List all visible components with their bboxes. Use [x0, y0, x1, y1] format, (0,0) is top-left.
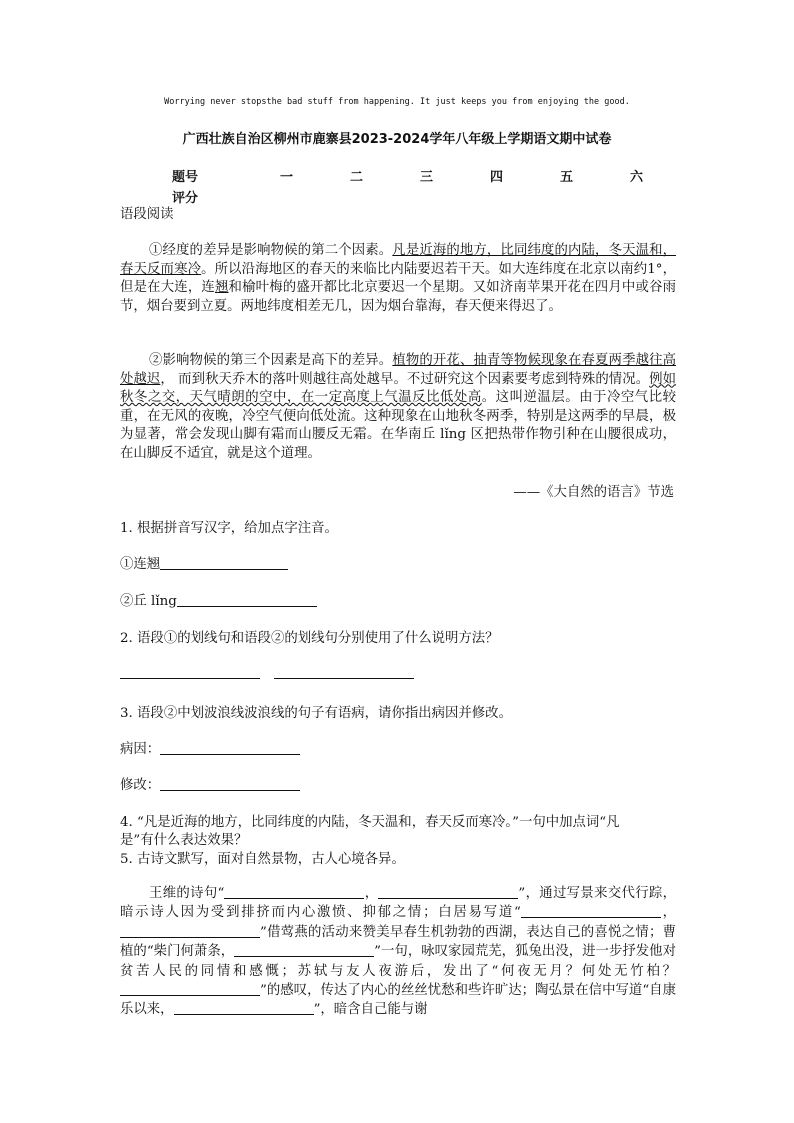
- para1-text-3: 和榆叶梅的盛开都比北京要迟一个星期。又如济南苹果开花在四月中或谷雨节，烟台要到立夏。两地纬度相差无几，因为烟台靠海，春天便来得迟了。: [120, 280, 677, 314]
- q5-blank-7[interactable]: [174, 1000, 314, 1015]
- para2-text-3: 。这叫逆温层。由于冷空气比较重，在无风的夜晚，冷空气便向低处流。这种现象在山地秋冬两季，特别是这两季的早晨，极为显著，常会发现山脚有霜而山腰反无霜。在华南丘 lǐng 区把热带作物引种在山腰很成功，在山脚反不适宜，就是这个道理。: [120, 390, 677, 461]
- score-table-col-1: 一: [280, 170, 294, 185]
- q5-text-4: ，: [660, 905, 677, 921]
- passage-paragraph-2: [120, 352, 676, 464]
- q3b-label: 修改：: [120, 778, 161, 793]
- q5-text-8: ”，暗含自己能与谢: [313, 1002, 428, 1018]
- q5-blank-2[interactable]: [378, 884, 518, 899]
- score-table-label-number: 题号: [172, 170, 199, 185]
- passage-source: ——《大自然的语言》节选: [513, 485, 674, 500]
- score-table-col-6: 六: [630, 170, 644, 185]
- q3a-blank[interactable]: [160, 740, 300, 755]
- page-title: 广西壮族自治区柳州市鹿寨县2023-2024学年八年级上学期语文期中试卷: [182, 132, 612, 147]
- q5-blank-5[interactable]: [234, 942, 374, 957]
- para2-text-1: ②影响物候的第三个因素是高下的差异。: [149, 353, 393, 368]
- question-5: 5. 古诗文默写，面对自然景物，古人心境各异。: [120, 852, 405, 867]
- q5-text-1: 王维的诗句“: [149, 886, 225, 901]
- para1-text-1: ①经度的差异是影响物候的第二个因素。: [149, 243, 393, 258]
- question-4-line-1: 4. “凡是近海的地方，比同纬度的内陆，冬天温和，春天反而寒冷。”一句中加点词“凡: [120, 815, 620, 830]
- score-table-col-5: 五: [560, 170, 574, 185]
- passage-paragraph-1: [120, 242, 676, 316]
- q5-text-5: ”借莺燕的活动来赞美早春生机勃勃的西湖，表达自己的喜悦之情；曹植的“柴门何萧条，: [120, 924, 676, 960]
- q5-blank-3[interactable]: [521, 903, 661, 918]
- q3b-blank[interactable]: [160, 776, 300, 791]
- para1-text-2: 。所以沿海地区的春天的来临比内陆要迟若干天。如大连纬度在北京以南约1°，但是在大连，连: [120, 261, 677, 296]
- question-5-passage: [120, 884, 676, 1020]
- score-table-col-3: 三: [420, 170, 434, 185]
- question-4-line-2: 是”有什么表达效果？: [120, 833, 248, 848]
- q1b-label: ②丘 lǐng: [120, 594, 177, 609]
- motto-text: Worrying never stopsthe bad stuff from happening. It just keeps you from enjoying the good.: [164, 97, 630, 107]
- question-1-item-b: [120, 590, 317, 609]
- question-2: 2. 语段①的划线句和语段②的划线句分别使用了什么说明方法？: [120, 631, 499, 646]
- question-3-item-b: [120, 774, 300, 793]
- question-1: 1. 根据拼音写汉字，给加点字注音。: [120, 521, 338, 536]
- score-table-label-score: 评分: [172, 191, 199, 206]
- score-table-col-4: 四: [490, 170, 504, 185]
- para2-text-2: ， 而到秋天乔木的落叶则越往高处越早。不过研究这个因素要考虑到特殊的情况。: [160, 371, 650, 387]
- q5-text-2: ，: [364, 886, 379, 901]
- question-3: 3. 语段②中划波浪线波浪线的句子有语病，请你指出病因并修改。: [120, 706, 512, 721]
- q5-text-6: ”一句，咏叹家园荒芜，狐兔出没，进一步抒发他对贫苦人民的同情和感慨；苏轼与友人夜游后，发出了“何夜无月？何处无竹柏？: [120, 944, 676, 979]
- q1b-blank[interactable]: [177, 592, 317, 607]
- section-heading: 语段阅读: [120, 207, 174, 222]
- question-1-item-a: [120, 553, 288, 572]
- score-table-col-2: 二: [350, 170, 364, 185]
- q1a-label: ①连翘: [120, 557, 161, 572]
- para1-underlined-char: 翘: [214, 280, 229, 296]
- q5-blank-6[interactable]: [120, 981, 260, 996]
- para2-wavy-sentence: 例如秋冬之交，天气晴朗的空中，在一定高度上气温反比低处高: [120, 371, 677, 406]
- q2-answer-blank-2[interactable]: [274, 678, 414, 679]
- question-3-item-a: [120, 738, 300, 757]
- q1a-blank[interactable]: [160, 555, 288, 570]
- para1-underlined-sentence: 凡是近海的地方，比同纬度的内陆，冬天温和，春天反而寒冷: [120, 243, 677, 277]
- q5-text-3: ”，通过写景来交代行踪，暗示诗人因为受到排挤而内心激愤、抑郁之情；白居易写道“: [120, 886, 676, 921]
- q5-blank-1[interactable]: [224, 884, 364, 899]
- q5-blank-4[interactable]: [120, 923, 260, 938]
- q3a-label: 病因：: [120, 742, 161, 757]
- q5-text-7: ”的感叹，传达了内心的丝丝忧愁和些许旷达；陶弘景在信中写道“自康乐以来，: [120, 983, 676, 1018]
- q2-answer-blank-1[interactable]: [120, 678, 260, 679]
- para2-underlined-sentence: 植物的开花、抽青等物候现象在春夏两季越往高处越迟: [120, 353, 677, 387]
